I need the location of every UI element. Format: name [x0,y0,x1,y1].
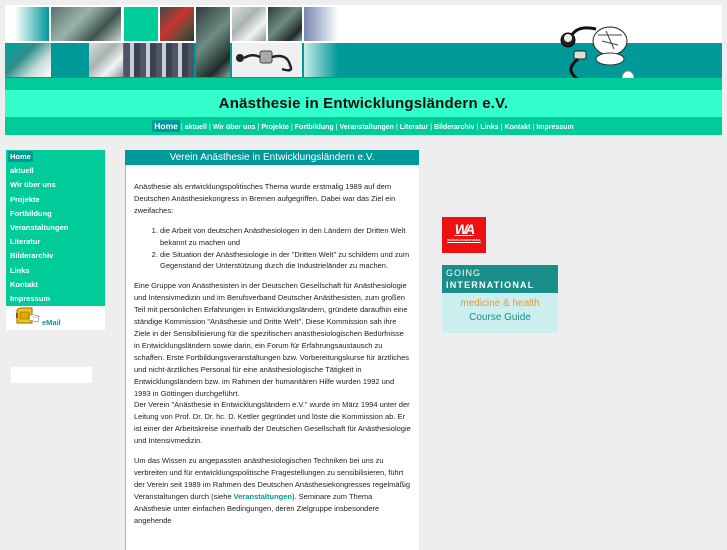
content-heading: Verein Anästhesie in Entwicklungsländern e.V. [125,150,419,165]
email-box [6,306,105,330]
mailbox-icon[interactable] [14,307,40,327]
top-navigation [5,117,722,135]
gi-going: GOING [446,268,482,278]
sidebar-item-kontakt[interactable] [6,278,105,292]
banner-photo-monitor [232,7,266,41]
topnav-bilderarchiv[interactable]: Bilderarchiv [434,124,475,131]
content-body [126,165,419,526]
sidebar-item-label: Veranstaltungen [10,222,69,232]
gi-international: INTERNATIONAL [446,280,535,290]
sidebar-item-label: Wir über uns [10,180,56,190]
sidebar-item-projekte[interactable] [6,193,105,207]
header-banner [5,5,722,78]
wa-mark: WA [454,221,474,237]
topnav-home[interactable]: Home [154,121,178,131]
separator: | [476,124,479,131]
goal-item: 2. die Situation der Anästhesiologie in der "Dritten Welt" zu schildern und zum Gegenstand der Unterstützung durch die Industrieländer zu machen. [160,249,411,273]
separator: | [290,124,293,131]
events-text-after: ). Seminare zum Thema Anästhesie unter einfachen Bedingungen, deren Zielgruppe insbesondere angehende [134,491,380,525]
events-paragraph [134,455,411,526]
sidebar-item-literatur[interactable] [6,235,105,249]
gi-header [442,265,558,293]
sidebar-item-label: Home [10,152,31,161]
sidebar-item-impressum[interactable] [6,292,105,306]
banner-photo-anesthesia-machine [124,43,194,77]
sidebar-item-fortbildung[interactable] [6,207,105,221]
going-international-banner[interactable] [442,265,558,333]
separator: | [335,124,338,131]
sidebar-item-label: Projekte [10,194,40,204]
veranstaltungen-link[interactable]: Veranstaltungen [233,491,293,501]
banner-gradient-tile-right [304,43,338,77]
history-paragraph [134,280,411,447]
banner-photo-surgery-team [51,7,121,41]
site-title-bar [5,90,722,117]
wa-text: WORLD ANAESTHESIA [447,238,481,242]
topnav-literatur[interactable]: Literatur [399,124,429,131]
main-content [125,150,419,550]
topnav-wir-ueber-uns[interactable]: Wir über uns [212,124,256,131]
sidebar-text-field[interactable] [11,367,92,383]
sidebar-item-label: Links [10,265,30,275]
header-green-strip [5,78,722,90]
topnav-impressum[interactable]: Impressum [536,124,574,131]
world-anaesthesia-logo[interactable] [442,217,486,253]
banner-gradient-tile [15,7,49,41]
separator: | [430,124,433,131]
separator: | [257,124,260,131]
banner-photo-surgeon [196,7,230,77]
email-link[interactable]: eMail [42,318,61,327]
association-text: Der Verein "Anästhesie in Entwicklungsländern e.V." wurde im März 1994 unter der Leitung von Prof. Dr. Dr. hc. D. Kettler gegründet und löste die Kommission ab. Er ist einer der Arbeitskreise innerhalb der Deutschen Gesellschaft für Anästhesiologie und Intensivmedizin. [134,400,411,446]
banner-photo-vaporizer [232,43,302,77]
sidebar-item-aktuell[interactable] [6,164,105,178]
sidebar-item-veranstaltungen[interactable] [6,221,105,235]
banner-photo-patient-lying [5,43,51,77]
gi-course-guide: Course Guide [469,312,531,323]
banner-photo-masked-nurse [268,7,302,41]
separator: | [180,124,183,131]
banner-photo-doctor [304,7,338,41]
topnav-fortbildung[interactable]: Fortbildung [294,124,334,131]
sidebar-item-label: Impressum [10,293,51,303]
separator: | [532,124,535,131]
site-title: Anästhesie in Entwicklungsländern e.V. [218,95,509,112]
separator: | [395,124,398,131]
banner-photo-equipment [89,43,123,77]
topnav-projekte[interactable]: Projekte [261,124,289,131]
topnav-veranstaltungen[interactable]: Veranstaltungen [339,124,394,131]
topnav-aktuell[interactable]: aktuell [184,124,207,131]
goals-list [134,225,411,273]
banner-green-tile [124,7,158,41]
events-text-before: Um das Wissen zu angepassten anästhesiologischen Techniken bei uns zu verbreiten und für entwicklungspolitische Fragestellungen zu sensibilisieren, führt der Verein seit 1989 im Rahmen des Deutschen Anästhesiekongresses regelmäßig Veranstaltungen durch (siehe [134,456,410,501]
gi-medicine-health: medicine & health [460,298,540,309]
banner-photo-patient [160,7,194,41]
separator: | [208,124,211,131]
sidebar-item-links[interactable] [6,264,105,278]
sidebar-item-label: Literatur [10,237,41,247]
sidebar-item-label: aktuell [10,166,34,176]
sidebar-item-home[interactable] [6,150,105,164]
separator: | [500,124,503,131]
sidebar-item-label: Bilderarchiv [10,251,54,261]
intro-paragraph: Anästhesie als entwicklungspolitisches Thema wurde erstmalig 1989 auf dem Deutschen Anästhesiekongress in Bremen aufgegriffen. Dabei war das Ziel ein zweifaches: [134,182,396,215]
sidebar-item-label: Kontakt [10,279,38,289]
sidebar-item-bilderarchiv[interactable] [6,249,105,263]
sidebar-navigation [6,150,105,306]
sidebar-item-label: Fortbildung [10,208,52,218]
banner-teal-tile [53,43,87,77]
topnav-kontakt[interactable]: Kontakt [504,124,531,131]
commission-text: Eine Gruppe von Anästhesisten in der Deutschen Gesellschaft für Anästhesiologie und Intensivmedizin und im Berufsverband Deutscher Anästhesisten, zum großen Teil mit persönlichen Erfahrungen in Entwicklungsländern, gründete daraufhin eine ständige Kommission "Anästhesie und Dritte Welt". Diese Kommission sah ihre Ziele in der Sensibilisierung für die spezifischen anästhesiologischen Bedürfnisse in Entwicklungsländern sowie darin, ein Forum für Erfahrungsaustausch zu schaffen. Erste Fortbildungsveranstaltungen bzw. Vorbereitungskurse für ärztliches und nicht-ärztliches Personal für eine anästhesiologische Tätigkeit in Entwicklungsländern bzw. im Rahmen der humanitären Hilfe wurden 1992 und 1993 in Göttingen durchgeführt. [134,281,410,398]
topnav-links[interactable]: Links [480,124,499,131]
sidebar-item-wir-ueber-uns[interactable] [6,178,105,192]
goal-item: 1. die Arbeit von deutschen Anästhesiologen in den Ländern der Dritten Welt bekannt zu machen und [160,225,411,249]
